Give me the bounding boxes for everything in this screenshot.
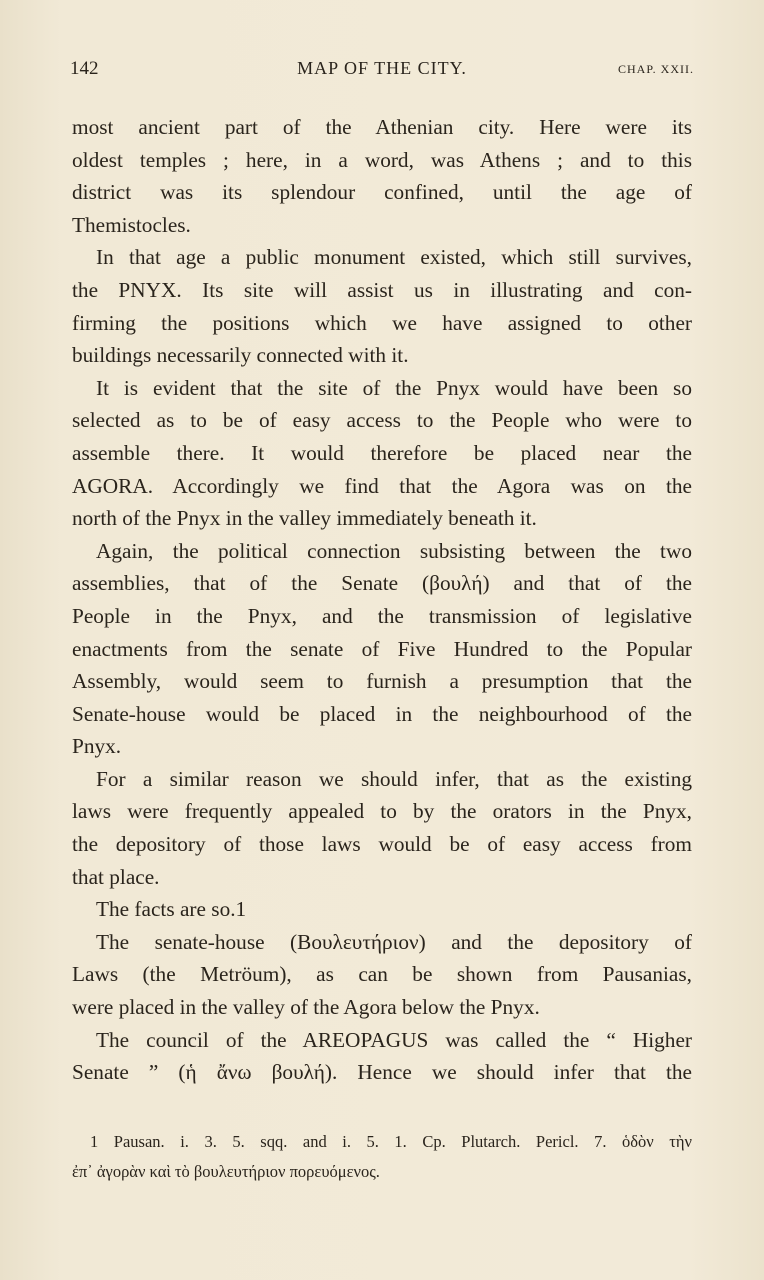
text-line: assemble there. It would therefore be placed near the	[72, 440, 692, 465]
text-line: district was its splendour confined, until the age of	[72, 180, 692, 205]
text-line: selected as to be of easy access to the People who were to	[72, 408, 692, 433]
text-line: The facts are so.1	[96, 897, 247, 922]
text-line: were placed in the valley of the Agora below the Pnyx.	[72, 995, 540, 1020]
text-line: enactments from the senate of Five Hundred to the Popular	[72, 636, 692, 661]
text-line: the PNYX. Its site will assist us in illustrating and con-	[72, 277, 692, 302]
text-line: that place.	[72, 864, 160, 889]
text-line: buildings necessarily connected with it.	[72, 343, 409, 368]
text-line: most ancient part of the Athenian city. Here were its	[72, 115, 692, 139]
text-line: firming the positions which we have assigned to other	[72, 310, 692, 335]
text-line: Laws (the Metröum), as can be shown from Pausanias,	[72, 962, 692, 987]
text-line: In that age a public monument existed, which still survives,	[96, 245, 692, 270]
text-line: AGORA. Accordingly we find that the Agora was on the	[72, 473, 692, 498]
text-line: Senate ” (ἡ ἄνω βουλή). Hence we should infer that the	[72, 1060, 692, 1085]
running-header	[70, 58, 694, 86]
text-line: assemblies, that of the Senate (βουλή) and that of the	[72, 571, 692, 596]
text-line: north of the Pnyx in the valley immediately beneath it.	[72, 506, 537, 531]
text-line: Senate-house would be placed in the neighbourhood of the	[72, 701, 692, 726]
page-number: 142	[70, 58, 99, 79]
footnote-line: 1 Pausan. i. 3. 5. sqq. and i. 5. 1. Cp. Plutarch. Pericl. 7. ὁδὸν τὴν	[90, 1132, 692, 1151]
text-line: the depository of those laws would be of easy access from	[72, 832, 692, 857]
text-line: Themistocles.	[72, 212, 191, 237]
footnotes	[72, 1127, 692, 1187]
body-text	[72, 111, 692, 1089]
text-line: oldest temples ; here, in a word, was Athens ; and to this	[72, 147, 692, 172]
text-line: The senate-house (Βουλευτήριον) and the depository of	[96, 929, 692, 954]
chapter-label: CHAP. XXII.	[617, 62, 694, 76]
text-line: People in the Pnyx, and the transmission of legislative	[72, 603, 692, 628]
text-line: Again, the political connection subsisting between the two	[96, 538, 692, 563]
text-line: The council of the AREOPAGUS was called the “ Higher	[96, 1027, 692, 1052]
text-line: Assembly, would seem to furnish a presumption that the	[72, 669, 692, 694]
text-line: For a similar reason we should infer, that as the existing	[96, 766, 692, 791]
footnote-line: ἐπ᾽ ἀγορὰν καὶ τὸ βουλευτήριον πορευόμενος.	[72, 1162, 380, 1181]
text-line: It is evident that the site of the Pnyx would have been so	[96, 375, 692, 400]
running-title: MAP OF THE CITY.	[297, 58, 467, 78]
text-line: laws were frequently appealed to by the orators in the Pnyx,	[72, 799, 692, 824]
text-line: Pnyx.	[72, 734, 122, 759]
